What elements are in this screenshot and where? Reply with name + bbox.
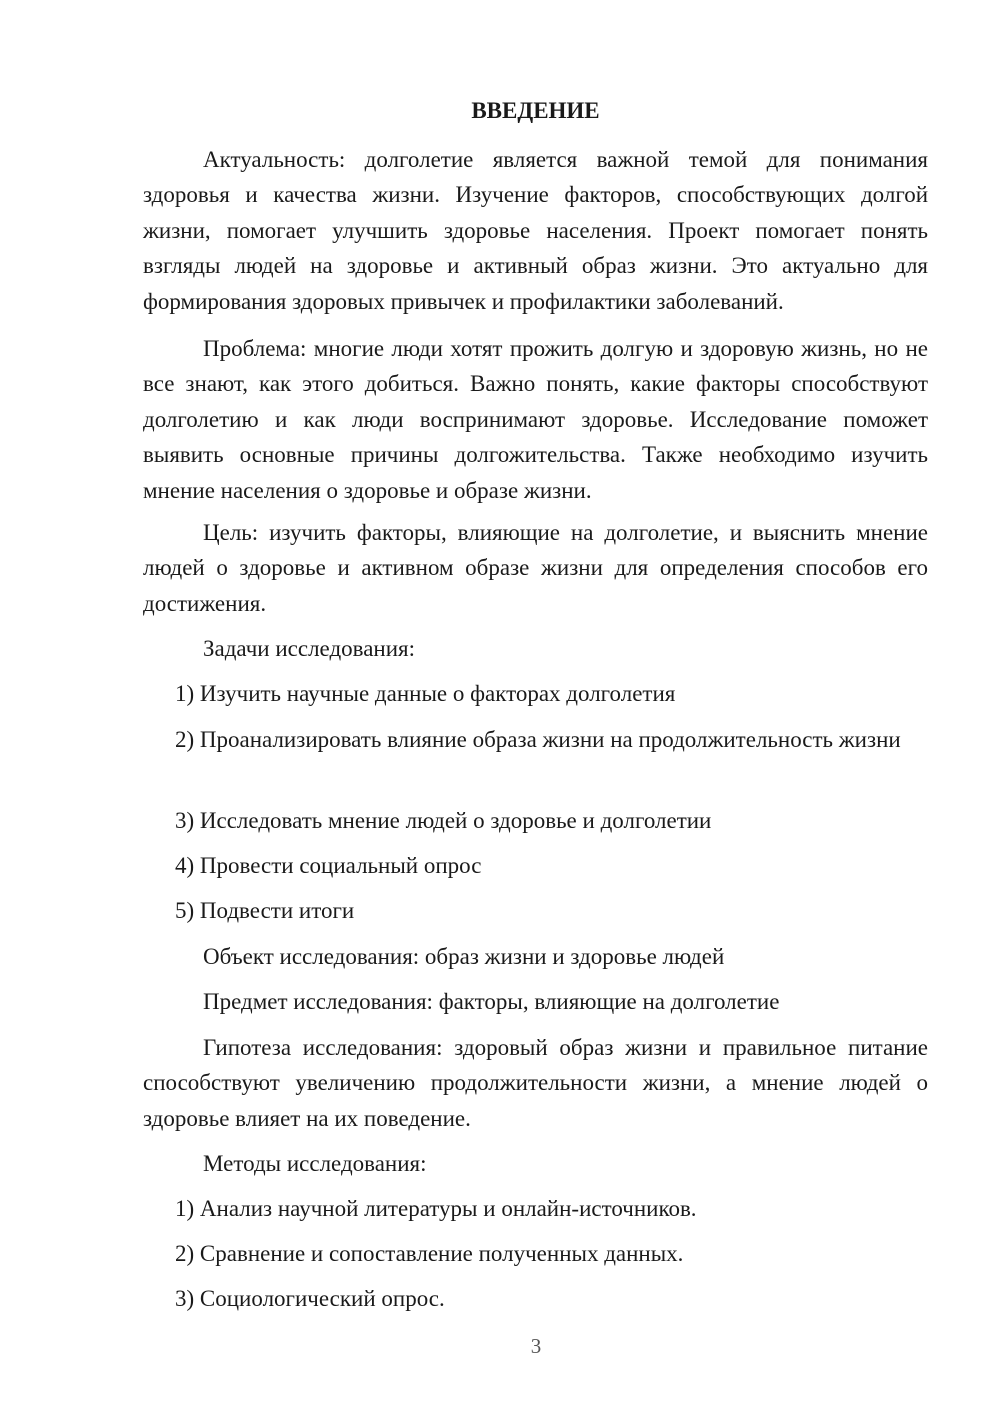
research-object: Объект исследования: образ жизни и здоровье людей xyxy=(203,944,725,969)
method-item: 1) Анализ научной литературы и онлайн-источников. xyxy=(175,1196,697,1221)
relevance-paragraph: Актуальность: долголетие является важной темой для понимания здоровья и качества жизни. Изучение факторов, способствующих долгой жизни, помогает улучшить здоровье населения. Проект помогает понять взгляды людей на здоровье и активный образ жизни. Это актуально для формирования здоровых привычек и профилактики заболеваний. xyxy=(143,147,928,314)
methods-heading: Методы исследования: xyxy=(203,1151,427,1176)
task-item: 1) Изучить научные данные о факторах долголетия xyxy=(175,681,676,706)
page-number: 3 xyxy=(530,1334,542,1358)
problem-paragraph: Проблема: многие люди хотят прожить долгую и здоровую жизнь, но не все знают, как этого добиться. Важно понять, какие факторы способствуют долголетию и как люди воспринимают здоровье. Исследование поможет выявить основные причины долгожительства. Также необходимо изучить мнение населения о здоровье и образе жизни. xyxy=(143,336,928,503)
method-item: 2) Сравнение и сопоставление полученных данных. xyxy=(175,1241,684,1266)
task-item: 2) Проанализировать влияние образа жизни на продолжительность жизни xyxy=(175,727,901,752)
task-item: 5) Подвести итоги xyxy=(175,898,355,923)
page-title: ВВЕДЕНИЕ xyxy=(471,98,600,123)
goal-paragraph: Цель: изучить факторы, влияющие на долголетие, и выяснить мнение людей о здоровье и активном образе жизни для определения способов его достижения. xyxy=(143,520,928,616)
research-subject: Предмет исследования: факторы, влияющие на долголетие xyxy=(203,989,780,1014)
task-item: 4) Провести социальный опрос xyxy=(175,853,482,878)
task-item: 3) Исследовать мнение людей о здоровье и долголетии xyxy=(175,808,712,833)
method-item: 3) Социологический опрос. xyxy=(175,1286,445,1311)
tasks-heading: Задачи исследования: xyxy=(203,636,416,661)
hypothesis-paragraph: Гипотеза исследования: здоровый образ жизни и правильное питание способствуют увеличению продолжительности жизни, а мнение людей о здоровье влияет на их поведение. xyxy=(143,1035,928,1131)
